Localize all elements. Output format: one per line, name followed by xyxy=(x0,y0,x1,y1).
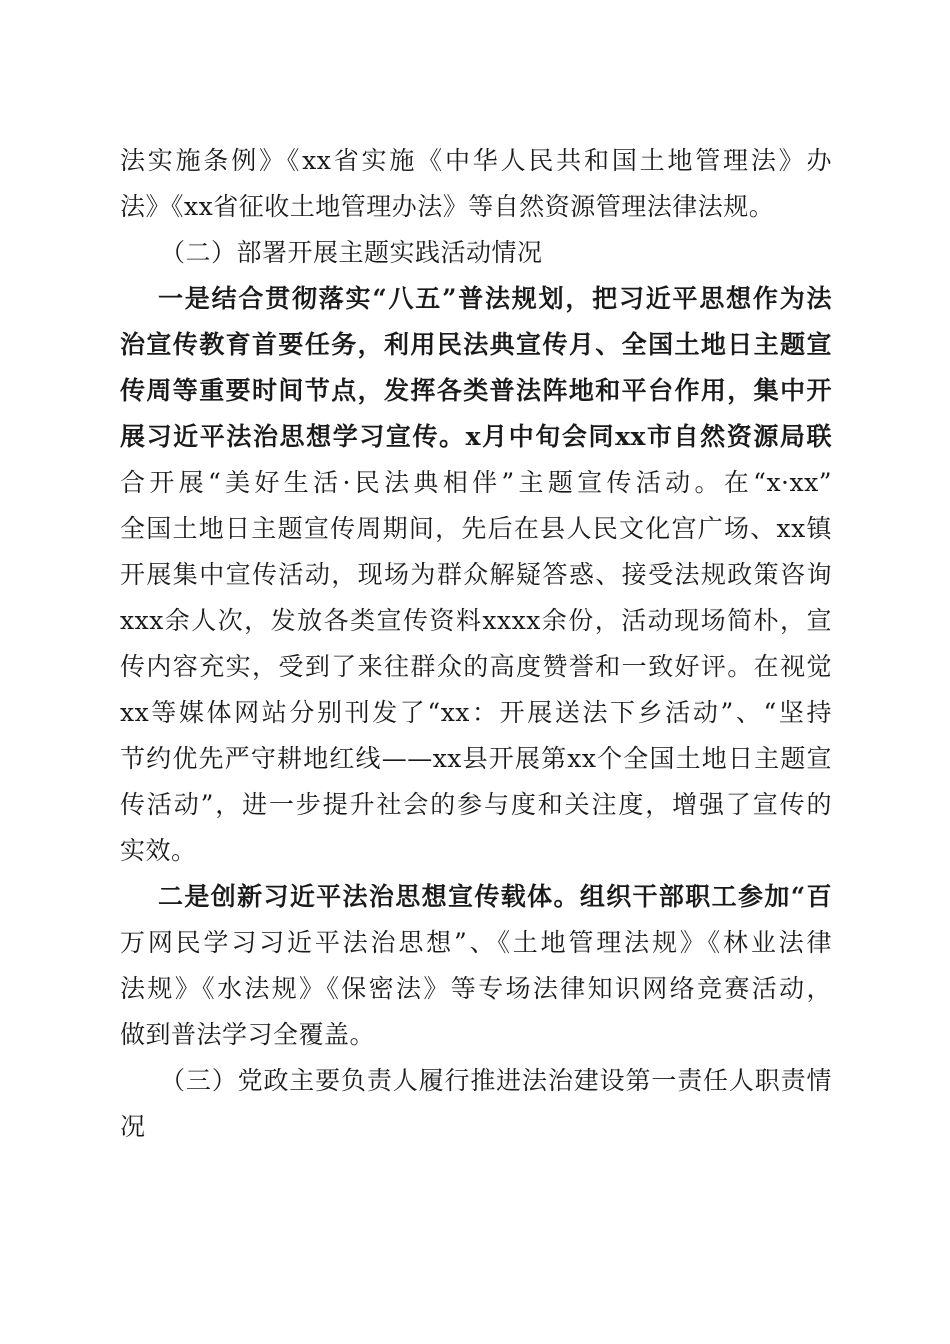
body-text-line: xxx余人次，发放各类宣传资料xxxx余份，活动现场简朴，宣 xyxy=(120,606,832,635)
body-text-line: 传内容充实，受到了来往群众的高度赞誉和一致好评。在视觉 xyxy=(120,652,832,681)
body-text-line: 况 xyxy=(120,1112,146,1141)
body-text-line: 传活动”，进一步提升社会的参与度和关注度，增强了宣传的 xyxy=(120,790,832,819)
body-text-line: 合开展“美好生活·民法典相伴”主题宣传活动。在“x·xx” xyxy=(120,468,832,497)
body-text-line: 治宣传教育首要任务，利用民法典宣传月、全国土地日主题宣 xyxy=(120,330,832,359)
body-text-line: 节约优先严守耕地红线——xx县开展第xx个全国土地日主题宣 xyxy=(120,744,832,773)
body-text-line: 传周等重要时间节点，发挥各类普法阵地和平台作用，集中开 xyxy=(120,376,832,405)
body-text-line: 做到普法学习全覆盖。 xyxy=(120,1020,376,1049)
body-text-line: 万网民学习习近平法治思想”、《土地管理法规》《林业法律 xyxy=(120,928,832,957)
body-text-line: 法实施条例》《xx省实施《中华人民共和国土地管理法》办 xyxy=(120,146,832,175)
body-text-line: 一是结合贯彻落实“八五”普法规划，把习近平思想作为法 xyxy=(158,284,832,313)
body-text-line: 展习近平法治思想学习宣传。x月中旬会同xx市自然资源局联 xyxy=(120,422,832,451)
section-heading: （三）党政主要负责人履行推进法治建设第一责任人职责情 xyxy=(160,1066,832,1095)
body-text-line: 法》《xx省征收土地管理办法》等自然资源管理法律法规。 xyxy=(120,192,775,221)
section-heading: （二）部署开展主题实践活动情况 xyxy=(160,238,543,267)
body-text-line: 开展集中宣传活动，现场为群众解疑答惑、接受法规政策咨询 xyxy=(120,560,832,589)
body-text-line: 法规》《水法规》《保密法》等专场法律知识网络竞赛活动， xyxy=(120,974,832,1003)
body-text-line: 实效。 xyxy=(120,836,197,865)
body-text-line: xx等媒体网站分别刊发了“xx：开展送法下乡活动”、“坚持 xyxy=(120,698,832,727)
body-text-line: 全国土地日主题宣传周期间，先后在县人民文化宫广场、xx镇 xyxy=(120,514,832,543)
body-text-line: 二是创新习近平法治思想宣传载体。组织干部职工参加“百 xyxy=(158,882,832,911)
